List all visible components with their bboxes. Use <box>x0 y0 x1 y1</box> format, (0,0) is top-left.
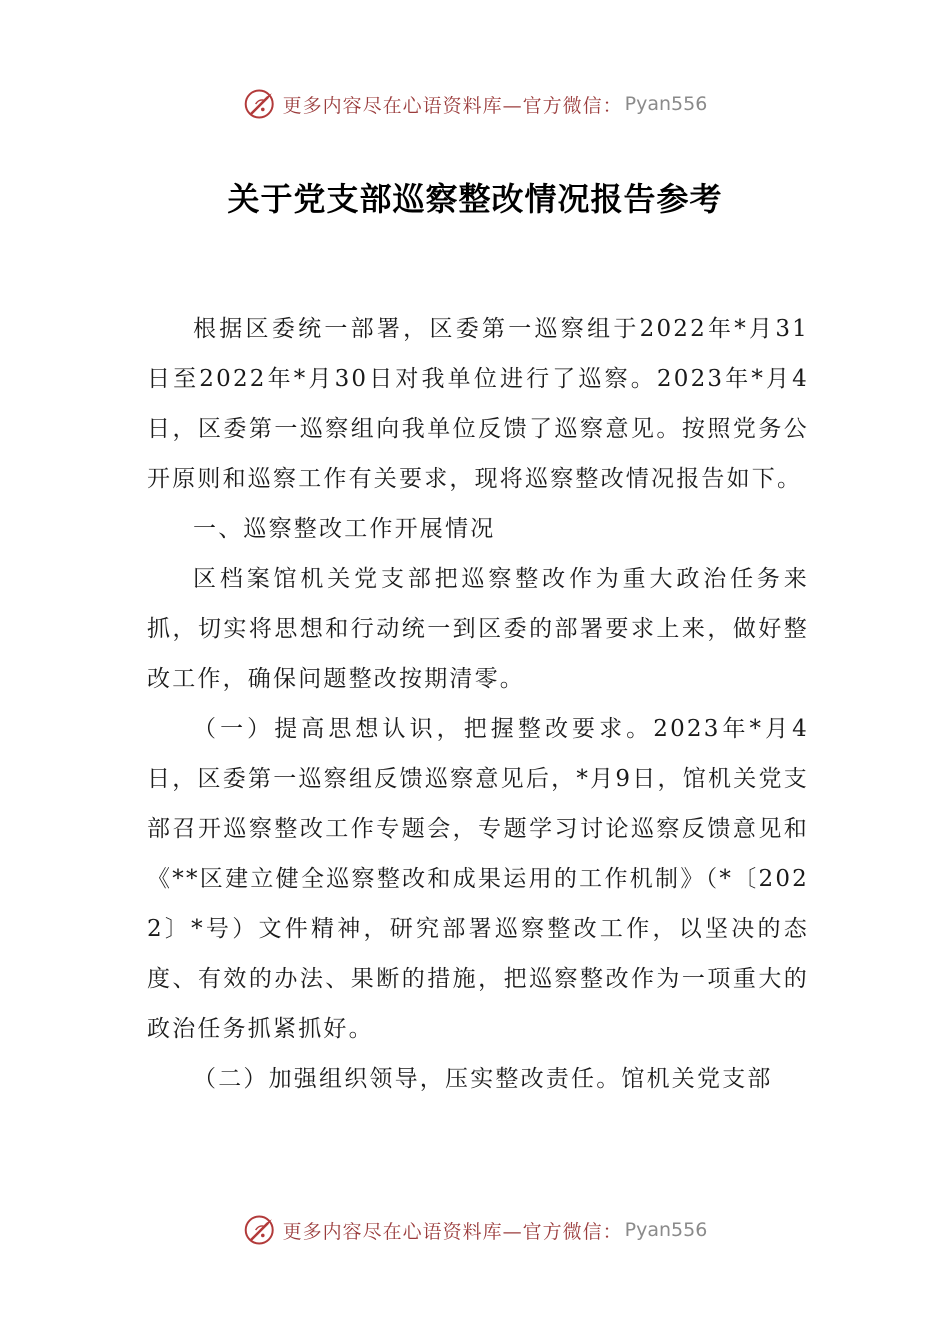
section-heading-1: 一、巡察整改工作开展情况 <box>193 516 496 542</box>
paragraph-subsection-1: （一）提高思想认识，把握整改要求。2023年*月4日，区委第一巡察组反馈巡察意见后，*月9日，馆机关党支部召开巡察整改工作专题会，专题学习讨论巡察反馈意见和《**区建立健全巡察整改和成果运用的工作机制》（*〔2022〕*号）文件精神，研究部署巡察整改工作，以坚决的态度、有效的办法、果断的措施，把巡察整改作为一项重大的政治任务抓紧抓好。 <box>147 716 809 1042</box>
paragraph-subsection-2: （二）加强组织领导，压实整改责任。馆机关党支部 <box>193 1066 773 1092</box>
paragraph-intro: 根据区委统一部署，区委第一巡察组于2022年*月31日至2022年*月30日对我单位进行了巡察。2023年*月4日，区委第一巡察组向我单位反馈了巡察意见。按照党务公开原则和巡察工作有关要求，现将巡察整改情况报告如下。 <box>147 316 809 492</box>
banner-text: 更多内容尽在心语资料库—官方微信： <box>282 1220 623 1243</box>
banner-wechat-id: Pyan556 <box>624 1219 708 1241</box>
pen-nib-logo-icon <box>243 1212 279 1248</box>
banner-wechat-id: Pyan556 <box>624 93 708 115</box>
header-banner <box>0 82 950 126</box>
banner-text: 更多内容尽在心语资料库—官方微信： <box>282 94 623 117</box>
document-title: 关于党支部巡察整改情况报告参考 <box>227 180 723 218</box>
paragraph-section-1: 区档案馆机关党支部把巡察整改作为重大政治任务来抓，切实将思想和行动统一到区委的部署要求上来，做好整改工作，确保问题整改按期清零。 <box>147 566 809 692</box>
pen-nib-logo-icon <box>243 86 279 122</box>
document-body <box>147 304 809 1104</box>
footer-banner <box>0 1208 950 1252</box>
